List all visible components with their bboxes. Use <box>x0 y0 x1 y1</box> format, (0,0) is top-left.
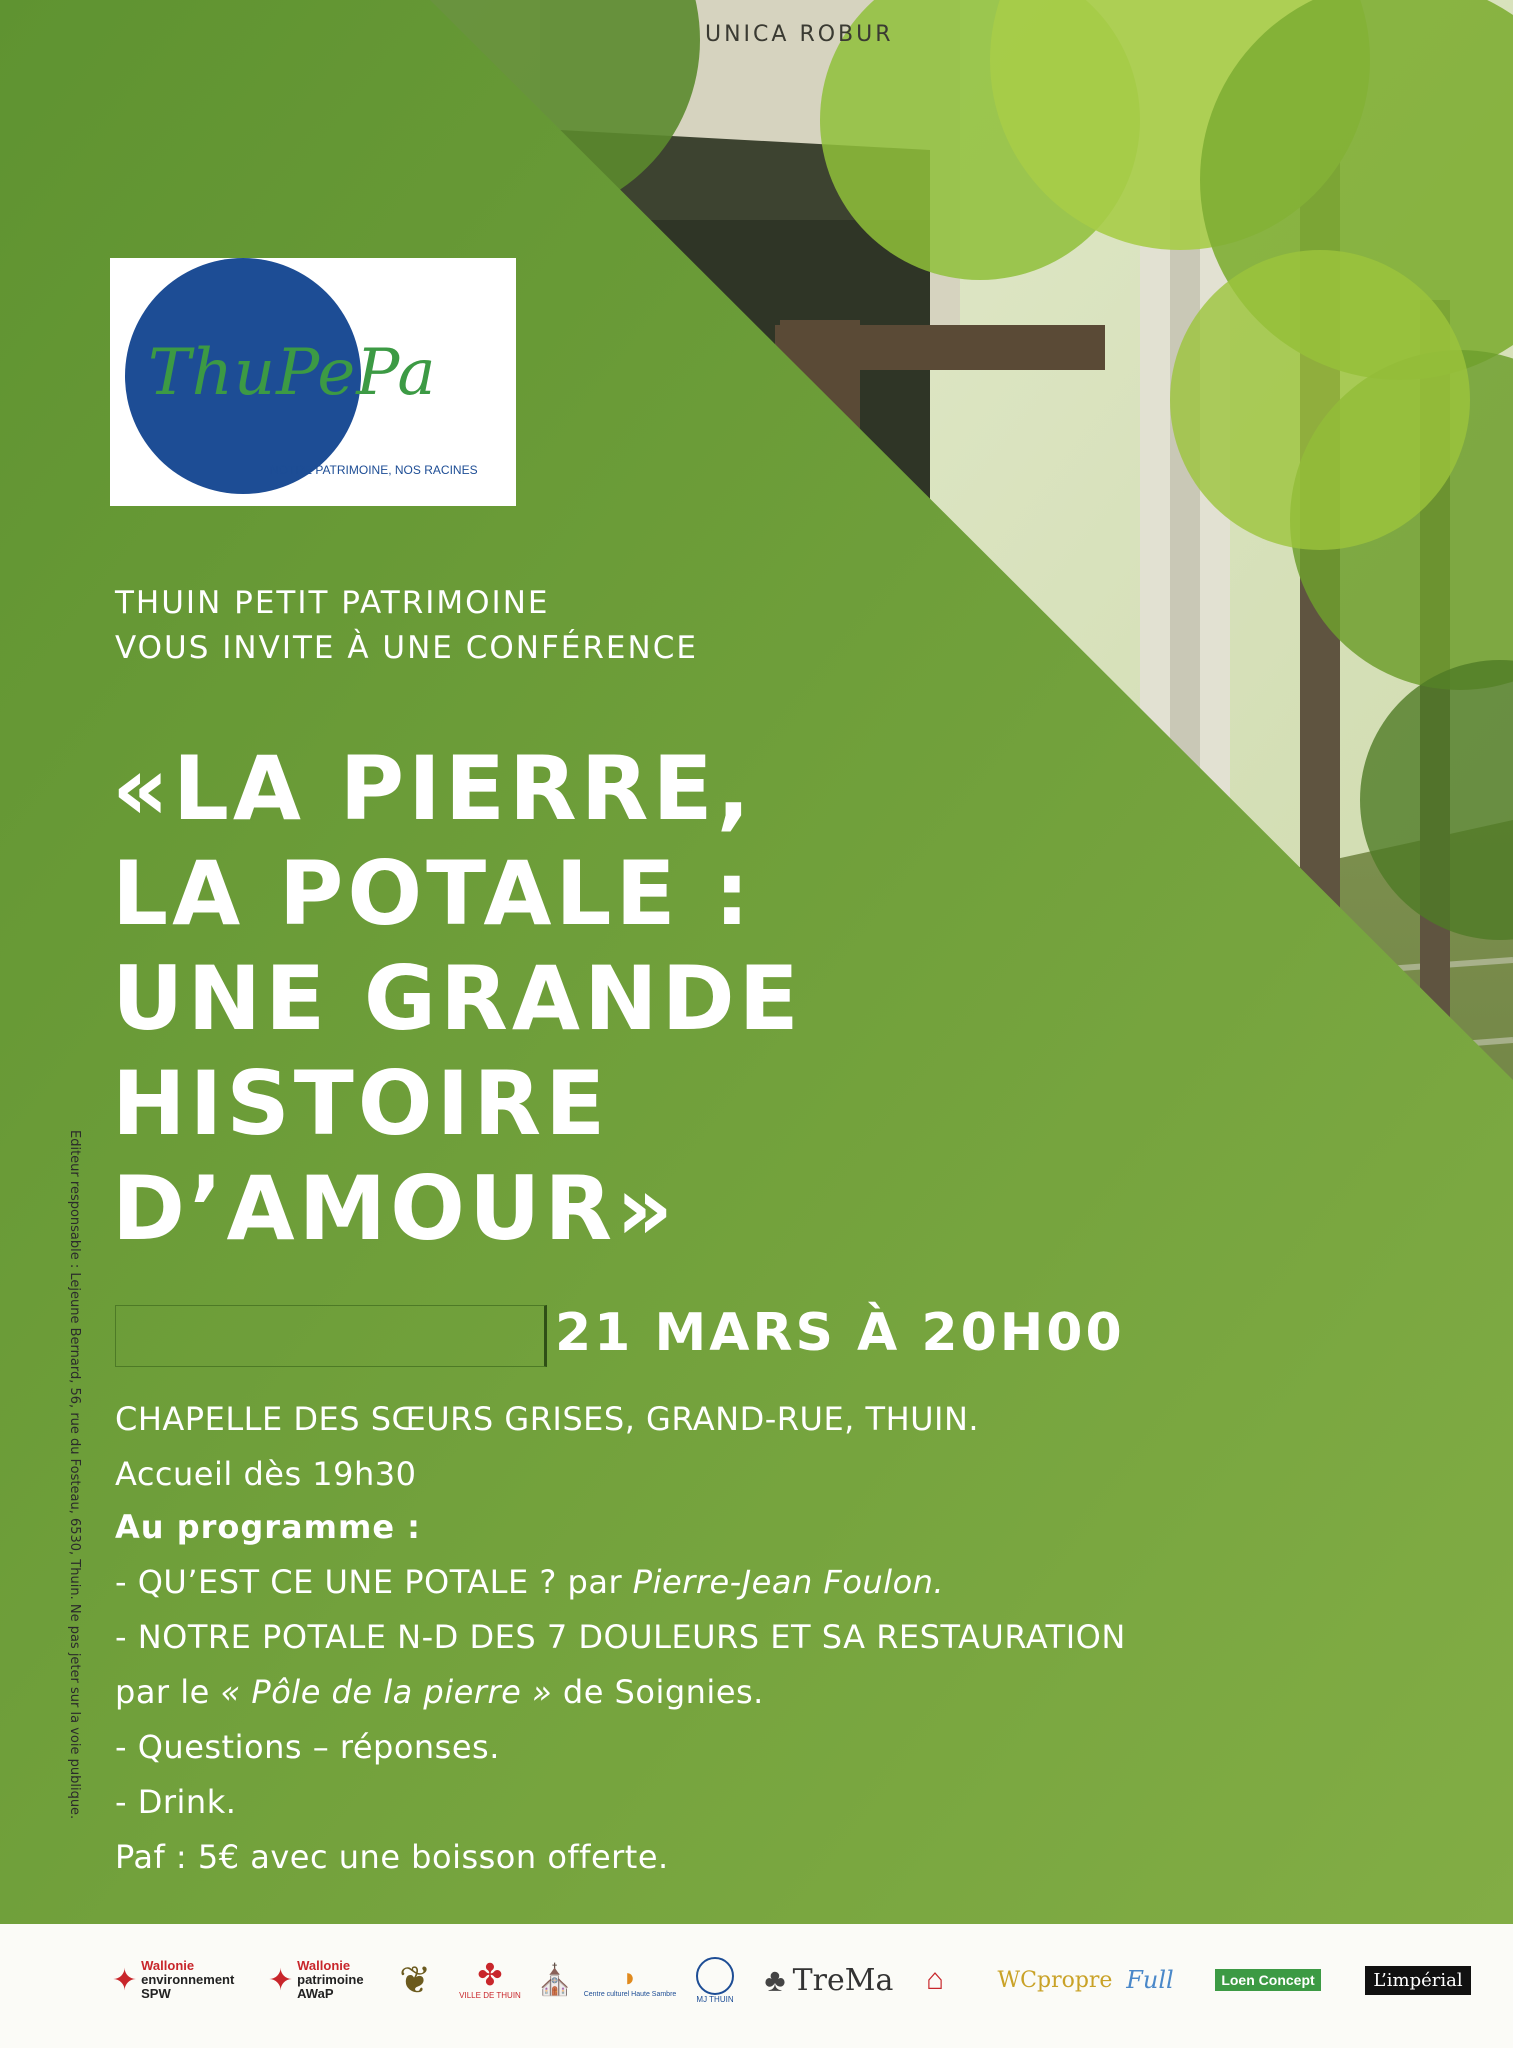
programme-item-2b-prefix: par le <box>115 1673 221 1711</box>
programme-item-1 <box>115 1563 944 1601</box>
programme-item-2b <box>115 1673 764 1711</box>
programme-item-2: - NOTRE POTALE N-D DES 7 DOULEURS ET SA RESTAURATION <box>115 1618 1126 1656</box>
trema-label: TreMa <box>792 1962 894 1998</box>
logo-tagline: NOTRE PATRIMOINE, NOS RACINES <box>270 463 478 477</box>
entry-fee: Paf : 5€ avec une boisson offerte. <box>115 1838 669 1876</box>
squirrel-icon: ◗ <box>622 1961 638 1992</box>
thuin-label: VILLE DE THUIN <box>459 1990 521 2000</box>
thupepa-logo <box>110 258 516 506</box>
loen-label: Loen Concept <box>1215 1969 1320 1991</box>
programme-item-2b-suffix: de Soignies. <box>552 1673 764 1711</box>
rooster-icon: ✦ <box>268 1963 294 1997</box>
tree-icon: ♣ <box>764 1961 786 1998</box>
spw-acronym: SPW <box>141 1986 171 2001</box>
imperial-label: L’impérial <box>1365 1966 1470 1995</box>
centre-culturel-label: Centre culturel Haute Sambre <box>583 1990 677 1998</box>
rooster-icon: ✦ <box>112 1963 138 1997</box>
title-line-5: D’AMOUR» <box>112 1157 678 1260</box>
programme-item-4: - Drink. <box>115 1783 237 1821</box>
sponsor-full <box>1110 1955 1190 2005</box>
awap-dept: patrimoine <box>297 1972 364 1987</box>
sponsor-spw <box>112 1955 262 2005</box>
sponsor-mj <box>685 1955 745 2005</box>
programme-heading: Au programme : <box>115 1508 421 1546</box>
title-line-1: «LA PIERRE, <box>112 737 755 840</box>
awap-name: Wallonie <box>297 1958 351 1973</box>
thuin-emblem-icon: ✤ <box>477 1958 503 1992</box>
venue: CHAPELLE DES SŒURS GRISES, GRAND-RUE, THUIN. <box>115 1400 980 1438</box>
programme-item-3: - Questions – réponses. <box>115 1728 500 1766</box>
sponsor-loen <box>1198 1955 1338 2005</box>
programme-item-1-text: - QU’EST CE UNE POTALE ? par <box>115 1563 633 1601</box>
welcome-time: Accueil dès 19h30 <box>115 1455 417 1493</box>
sponsor-cv <box>900 1955 970 2005</box>
sponsor-thuin <box>455 1955 525 2005</box>
event-date: 21 MARS À 20H00 <box>555 1303 1125 1363</box>
sponsor-imperial <box>1348 1955 1488 2005</box>
sponsor-awap <box>268 1955 378 2005</box>
sponsor-wc <box>997 1955 1113 2005</box>
wc-label: WCpropre <box>997 1967 1113 1993</box>
spw-name: Wallonie <box>141 1958 195 1973</box>
mj-circle-icon <box>696 1957 734 1995</box>
cv-house-icon: ⌂ <box>925 1963 945 1996</box>
church-icon: ⛪ <box>536 1963 574 1997</box>
date-box <box>115 1305 547 1367</box>
sponsor-church <box>535 1955 575 2005</box>
logo-wordmark: ThuPePa <box>148 336 437 410</box>
sponsor-crest <box>385 1955 445 2005</box>
title-line-2: LA POTALE : <box>112 842 754 945</box>
sponsor-trema <box>788 1955 898 2005</box>
title-line-3: UNE GRANDE <box>112 947 803 1050</box>
crest-icon: ❦ <box>399 1959 431 2002</box>
speaker-name: Pierre-Jean Foulon. <box>632 1563 945 1601</box>
publisher-credit: Editeur responsable : Lejeune Bernard, 56, rue du Fosteau, 6530, Thuin. Ne pas jeter sur la voie publique. <box>67 1130 82 1820</box>
title-line-4: HISTOIRE <box>112 1052 610 1155</box>
full-label: Full <box>1126 1966 1174 1994</box>
mj-label: MJ THUIN <box>696 1994 734 2004</box>
awap-acronym: AWaP <box>297 1986 334 2001</box>
sponsor-centre-culturel <box>585 1955 675 2005</box>
organisation-name: « Pôle de la pierre » <box>220 1673 553 1711</box>
spw-dept: environnement <box>141 1972 235 1987</box>
invitation-line-2: VOUS INVITE À UNE CONFÉRENCE <box>115 630 698 666</box>
invitation-line-1: THUIN PETIT PATRIMOINE <box>115 585 550 621</box>
photo-inscription: UNICA ROBUR <box>705 22 894 47</box>
